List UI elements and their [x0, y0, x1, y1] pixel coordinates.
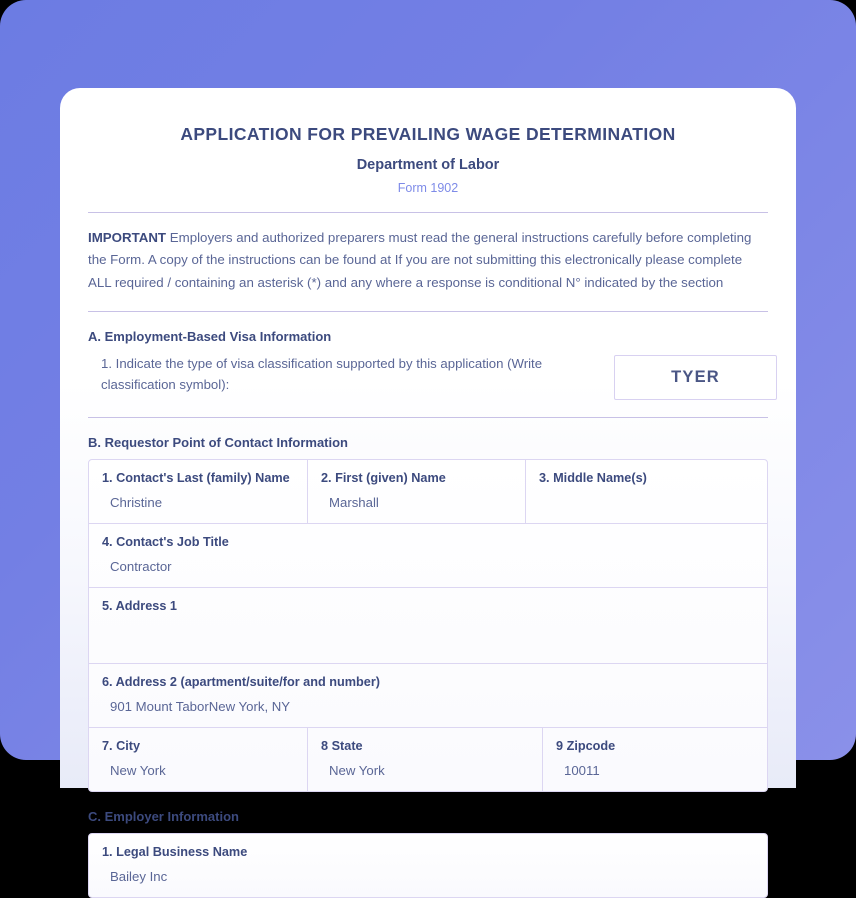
field-legal-business-name[interactable] [89, 834, 767, 897]
field-contact-first-name[interactable] [308, 460, 526, 523]
visa-classification-input[interactable]: TYER [614, 355, 777, 400]
section-b-heading: B. Requestor Point of Contact Information [88, 434, 348, 450]
important-divider [88, 311, 768, 312]
field-contact-job-title[interactable] [89, 524, 767, 587]
field-address-2[interactable] [89, 664, 767, 727]
table-row [89, 834, 767, 897]
field-value: 10011 [564, 762, 600, 778]
field-label: 1. Contact's Last (family) Name [102, 470, 290, 485]
section-a-heading: A. Employment-Based Visa Information [88, 328, 332, 344]
section-a-divider [88, 417, 768, 418]
form-card [60, 88, 796, 884]
section-a-row [88, 353, 768, 400]
field-state[interactable] [308, 728, 543, 791]
field-label: 2. First (given) Name [321, 470, 446, 485]
page-title: APPLICATION FOR PREVAILING WAGE DETERMINATION [180, 124, 676, 144]
field-label: 9 Zipcode [556, 738, 616, 753]
important-label: IMPORTANT [88, 230, 167, 245]
field-label: 6. Address 2 (apartment/suite/for and number) [102, 674, 381, 689]
employer-information-table [88, 833, 768, 898]
field-label: 3. Middle Name(s) [539, 470, 647, 485]
field-address-1[interactable] [89, 588, 767, 663]
header-divider [88, 212, 768, 213]
field-label: 8 State [321, 738, 363, 753]
field-value [539, 495, 754, 511]
important-body: Employers and authorized preparers must read the general instructions carefully before completing the Form. A copy of the instructions can be found at If you are not submitting this electronically please complete ALL required / containing an asterisk (*) and any where a response is conditional N° indicated by the section [88, 230, 752, 290]
field-label: 1. Legal Business Name [102, 844, 248, 859]
table-row [89, 588, 767, 664]
contact-information-table [88, 459, 768, 792]
field-city[interactable] [89, 728, 308, 791]
field-value: New York [329, 762, 385, 778]
field-value: Contractor [110, 558, 172, 574]
field-value: Marshall [329, 494, 379, 510]
visa-classification-question: 1. Indicate the type of visa classification supported by this application (Write classification symbol): [101, 355, 543, 393]
field-label: 5. Address 1 [102, 598, 177, 613]
section-c-heading: C. Employer Information [88, 808, 239, 824]
field-label: 7. City [102, 738, 141, 753]
field-value: Bailey Inc [110, 868, 168, 884]
field-contact-last-name[interactable] [89, 460, 308, 523]
field-value: 901 Mount TaborNew York, NY [110, 698, 291, 714]
table-row [89, 664, 767, 728]
field-value [102, 635, 754, 651]
table-row [89, 728, 767, 791]
important-notice [88, 227, 768, 294]
form-number: Form 1902 [397, 181, 459, 195]
table-row [89, 524, 767, 588]
field-value: Christine [110, 494, 163, 510]
field-zipcode[interactable] [543, 728, 767, 791]
field-contact-middle-name[interactable] [526, 460, 767, 523]
page-subtitle: Department of Labor [356, 157, 500, 173]
field-label: 4. Contact's Job Title [102, 534, 229, 549]
field-value: New York [110, 762, 166, 778]
table-row [89, 460, 767, 524]
